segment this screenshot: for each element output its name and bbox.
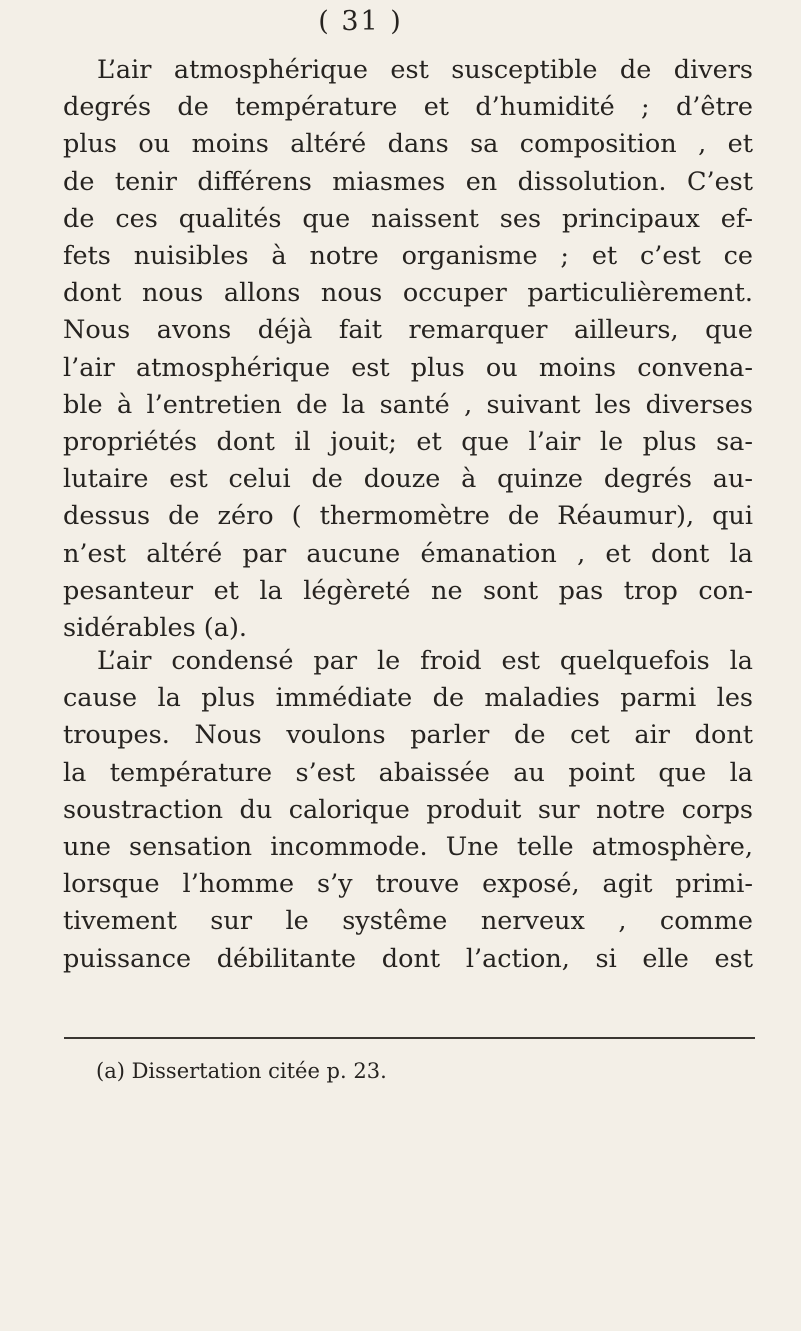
text-line: lorsque l’homme s’y trouve exposé, agit primi- [63, 869, 753, 900]
text-line: ble à l’entretien de la santé , suivant les diverses [63, 389, 753, 420]
text-line: lutaire est celui de douze à quinze degrés au- [63, 464, 753, 495]
text-line: L’air atmosphérique est susceptible de divers [97, 55, 753, 85]
footnote-divider [64, 1037, 755, 1039]
text-line: fets nuisibles à notre organisme ; et c’est ce [63, 241, 753, 272]
text-line: n’est altéré par aucune émanation , et dont la [63, 538, 753, 569]
text-line: une sensation incommode. Une telle atmosphère, [63, 832, 753, 863]
text-line: plus ou moins altéré dans sa composition , et [63, 129, 753, 160]
text-line: dessus de zéro ( thermomètre de Réaumur), qui [63, 501, 753, 532]
page-number: ( 31 ) [318, 6, 403, 37]
footnote: (a) Dissertation citée p. 23. [96, 1059, 387, 1083]
text-line: cause la plus immédiate de maladies parmi les [63, 683, 753, 714]
paragraph-1 [63, 52, 753, 647]
text-line: puissance débilitante dont l’action, si elle est [63, 943, 753, 974]
text-line: L’air condensé par le froid est quelquefois la [97, 646, 753, 676]
text-line: de tenir différens miasmes en dissolution. C’est [63, 166, 753, 197]
text-line: troupes. Nous voulons parler de cet air dont [63, 720, 753, 751]
text-line: degrés de température et d’humidité ; d’être [63, 92, 753, 123]
text-line: soustraction du calorique produit sur notre corps [63, 794, 753, 825]
paragraph-2 [63, 643, 753, 978]
text-line: propriétés dont il jouit; et que l’air le plus sa- [63, 427, 753, 458]
text-line: l’air atmosphérique est plus ou moins convena- [63, 352, 753, 383]
text-line: de ces qualités que naissent ses principaux ef- [63, 203, 753, 234]
text-line: sidérables (a). [63, 613, 248, 644]
text-line: pesanteur et la légèreté ne sont pas trop con- [63, 575, 753, 606]
text-line: tivement sur le systême nerveux , comme [63, 906, 753, 937]
text-line: la température s’est abaissée au point que la [63, 757, 753, 788]
text-line: Nous avons déjà fait remarquer ailleurs, que [63, 315, 753, 346]
text-line: dont nous allons nous occuper particulièrement. [63, 278, 753, 309]
